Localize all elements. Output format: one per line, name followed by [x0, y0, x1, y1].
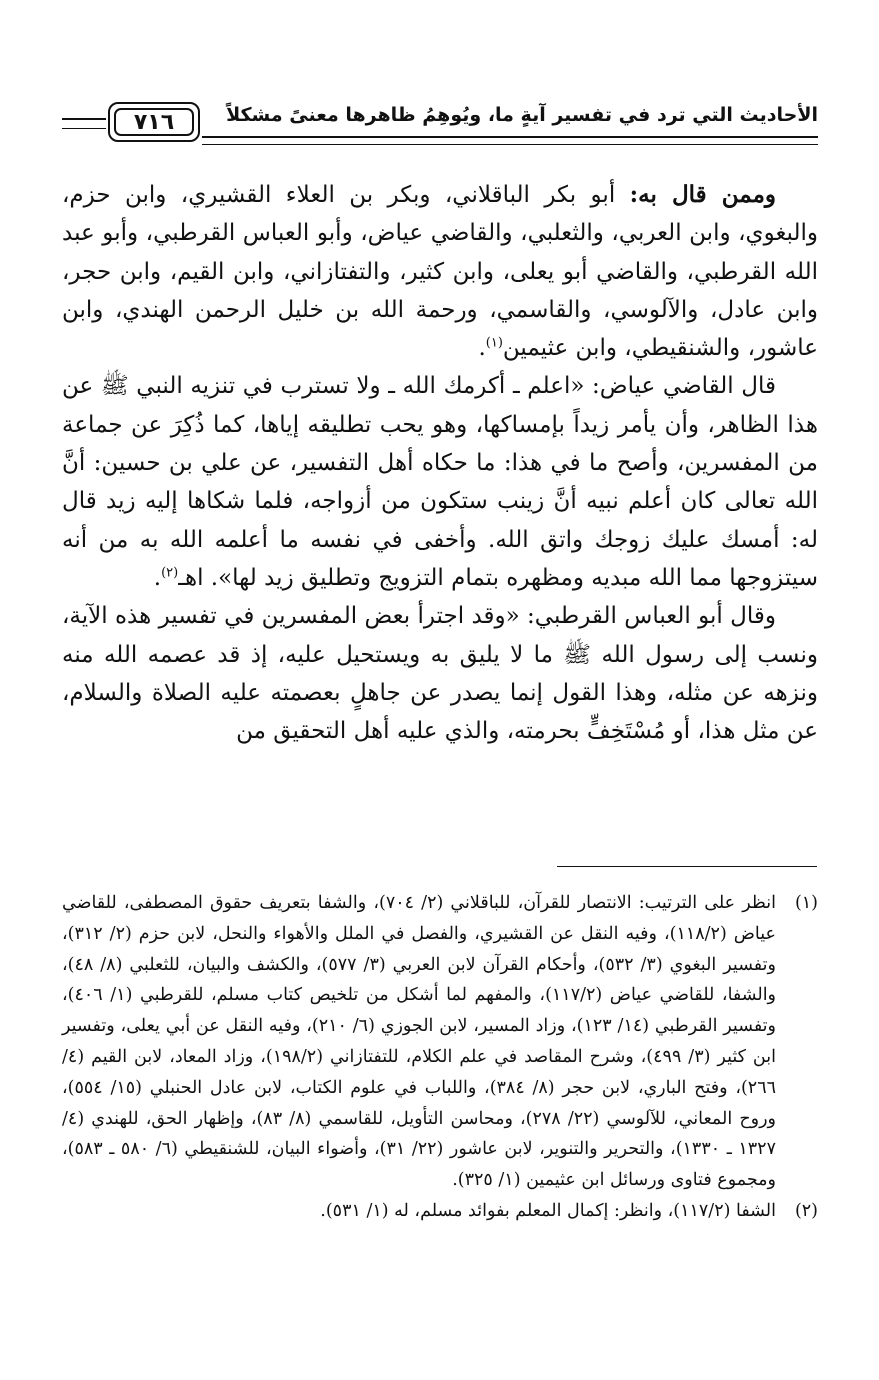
running-title: الأحاديث التي ترد في تفسير آيةٍ ما، ويُوهِمُ ظاهرها معنىً مشكلاً [226, 104, 818, 126]
paragraph-2-text: قال القاضي عياض: «اعلم ـ أكرمك الله ـ ولا تسترب في تنزيه النبي ﷺ عن هذا الظاهر، وأن يأمر زيداً بإمساكها، وهو يحب تطليقه إياها، كما ذُكِرَ عن جماعة من المفسرين، وأصح ما في هذا: ما حكاه أهل التفسير، عن علي بن حسين: أنَّ الله تعالى كان أعلم نبيه أنَّ زينب ستكون من أزواجه، فلما شكاها إليه زيد قال له: أمسك عليك زوجك واتق الله. وأخفى في نفسه ما أعلمه الله به من أنه سيتزوجها مما الله مبديه ومظهره بتمام التزويج وتطليق زيد لها». اهـ [62, 373, 818, 591]
main-text [62, 176, 818, 750]
paragraph-2 [62, 367, 818, 597]
footnote-text: الشفا (١١٧/٢)، وانظر: إكمال المعلم بفوائد مسلم، له (١/ ٥٣١). [320, 1200, 776, 1221]
page-header [62, 96, 818, 156]
footnotes [62, 888, 818, 1227]
header-rule [202, 136, 818, 145]
paragraph-lead: وممن قال به: [629, 181, 776, 208]
paragraph-3-text: وقال أبو العباس القرطبي: «وقد اجترأ بعض المفسرين في تفسير هذه الآية، ونسب إلى رسول الله ﷺ ما لا يليق به ويستحيل عليه، إذ قد عصمه الله منه ونزهه عن مثله، وهذا القول إنما يصدر عن جاهلٍ بعصمته عليه الصلاة والسلام، عن مثل هذا، أو مُسْتَخِفٍّ بحرمته، والذي عليه أهل التحقيق من [62, 603, 818, 745]
page-number-frame [108, 102, 200, 142]
footnote-separator [557, 866, 817, 867]
page-number: ٧١٦ [114, 108, 194, 136]
footnote-2 [62, 1196, 818, 1227]
paragraph-1 [62, 176, 818, 367]
footnote-1 [62, 888, 818, 1196]
footnote-ref-1: (١) [485, 335, 503, 351]
footnote-text: انظر على الترتيب: الانتصار للقرآن، للباقلاني (٢/ ٧٠٤)، والشفا بتعريف حقوق المصطفى، للقاضي عياض (١١٨/٢)، وفيه النقل عن القشيري، والفصل في الملل والأهواء والنحل، لابن حزم (٢/ ٣١٢)، وتفسير البغوي (٣/ ٥٣٢)، وأحكام القرآن لابن العربي (٣/ ٥٧٧)، والكشف والبيان، للثعلبي (٨/ ٤٨)، والشفا، للقاضي عياض (١١٧/٢)، والمفهم لما أشكل من تلخيص كتاب مسلم، للقرطبي (١/ ٤٠٦)، وتفسير القرطبي (١٤/ ١٢٣)، وزاد المسير، لابن الجوزي (٦/ ٢١٠)، وفيه النقل عن أبي يعلى، وتفسير ابن كثير (٣/ ٤٩٩)، وشرح المقاصد في علم الكلام، للتفتازاني (١٩٨/٢)، وزاد المعاد، لابن القيم (٤/ ٢٦٦)، وفتح الباري، لابن حجر (٨/ ٣٨٤)، واللباب في علوم الكتاب، لابن عادل الحنبلي (١٥/ ٥٥٤)، وروح المعاني، للآلوسي (٢٢/ ٢٧٨)، ومحاسن التأويل، للقاسمي (٨/ ٨٣)، وإظهار الحق، للهندي (٤/ ١٣٢٧ ـ ١٣٣٠)، والتحرير والتنوير، لابن عاشور (٢٢/ ٣١)، وأضواء البيان، للشنقيطي (٦/ ٥٨٠ ـ ٥٨٣)، ومجموع فتاوى ورسائل ابن عثيمين (١/ ٣٢٥). [62, 893, 777, 1191]
header-rule-short [62, 118, 106, 129]
paragraph-1-end: . [478, 335, 486, 362]
footnote-number: (٢) [794, 1200, 818, 1221]
paragraph-2-end: . [153, 564, 162, 591]
footnote-number: (١) [794, 893, 818, 913]
paragraph-3 [62, 597, 818, 750]
footnote-ref-2: (٢) [161, 565, 179, 581]
paragraph-1-text: أبو بكر الباقلاني، وبكر بن العلاء القشيري، وابن حزم، والبغوي، وابن العربي، والثعلبي، والقاضي عياض، وأبو العباس القرطبي، وأبو عبد الله القرطبي، والقاضي أبو يعلى، وابن كثير، والتفتازاني، وابن القيم، وابن حجر، وابن عادل، والآلوسي، والقاسمي، ورحمة الله بن خليل الرحمن الهندي، وابن عاشور، والشنقيطي، وابن عثيمين [62, 182, 818, 362]
